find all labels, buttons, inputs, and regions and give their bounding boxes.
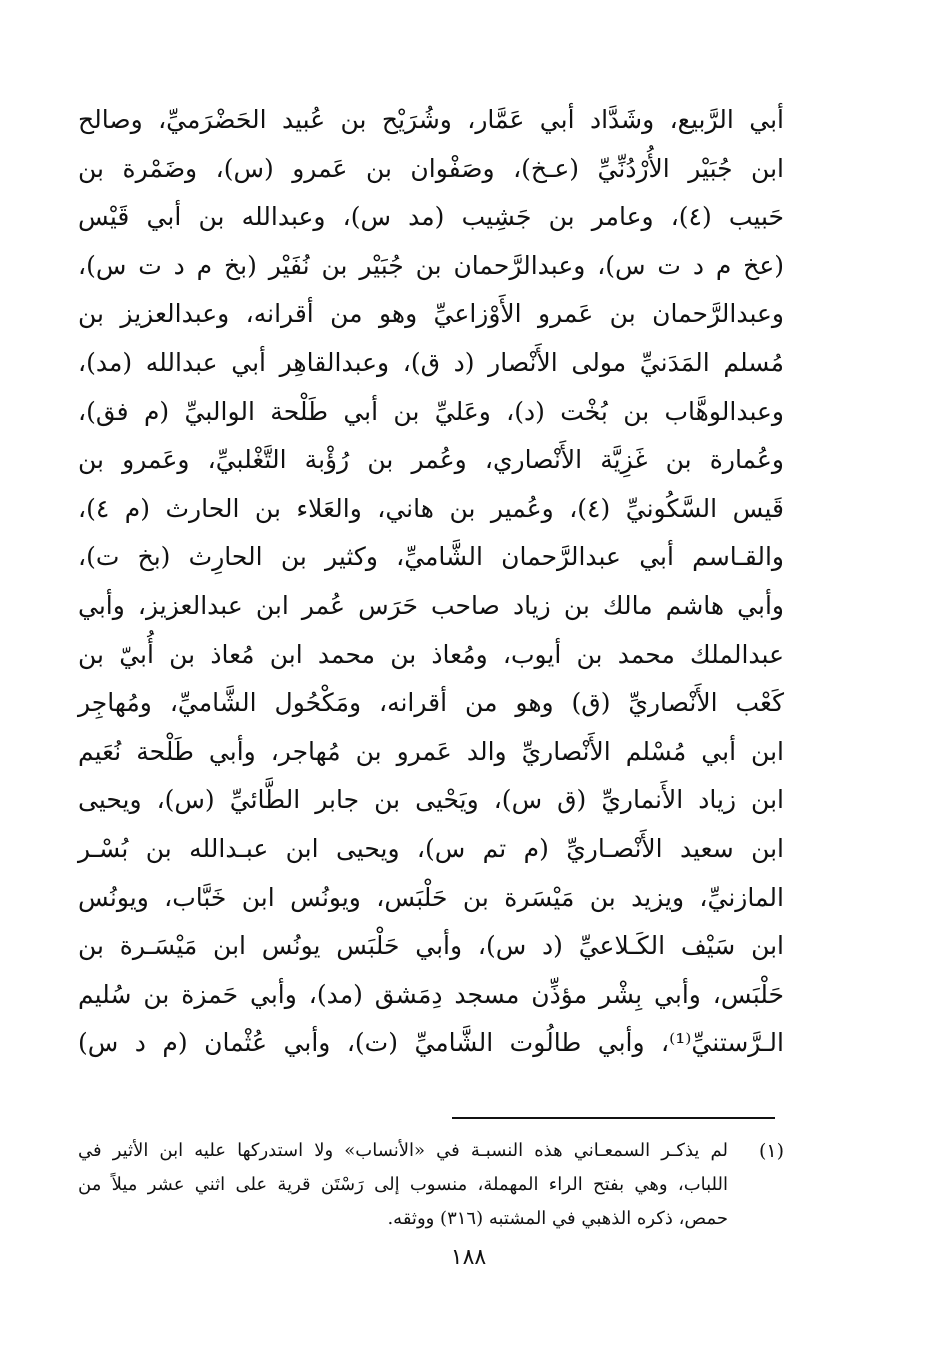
text-line: ابن جُبَيْر الأُرْدُنِّيِّ (عـخ)، وصَفْوان بن عَمرو (س)، وضَمْرة بن	[78, 153, 784, 183]
text-line: ابن أبي مُسْلم الأَنْصاريِّ والد عَمرو بن مُهاجر، وأبي طَلْحة نُعَيم	[78, 736, 784, 766]
text-line: أبي الرَّبيع، وشَدَّاد أبي عَمَّار، وشُرَيْح بن عُبيد الحَضْرَميِّ، وصالح	[78, 105, 784, 134]
footnote	[78, 1134, 784, 1236]
text-line: ابن سعيد الأَنْصـاريِّ (م تم س)، ويحيى ابن عبـدالله بن بُسْـر	[78, 833, 784, 863]
text-line: وعُمارة بن غَزِيَّة الأَنْصاري، وعُمر بن رُؤْبة التَّغْلبيِّ، وعَمرو بن	[78, 445, 784, 475]
footnote-line: اللباب، وهي بفتح الراء المهملة، منسوب إلى رَسْتَن قرية على اثني عشر ميلاً من	[78, 1174, 728, 1195]
text-line: مُسلم المَدَنيِّ مولى الأَنْصار (د ق)، وعبدالقاهِر أبي عبدالله (مد)،	[78, 347, 784, 377]
text-line: الـرَّستنيِّ⁽¹⁾، وأبي طالُوت الشَّاميِّ (ت)، وأبي عُثْمان (م د س)	[78, 1028, 784, 1058]
footnote-line: حمص، ذكره الذهبي في المشتبه (٣١٦) ووثقه.	[387, 1208, 728, 1229]
text-line: عبدالملك محمد بن أيوب، ومُعاذ بن محمد ابن مُعاذ بن أُبيّ بن	[78, 639, 784, 669]
text-line: المازنيِّ، ويزيد بن مَيْسَرة بن حَلْبَس، ويونُس ابن خَبَّاب، ويونُس	[78, 882, 784, 912]
text-line: وعبدالوهَّاب بن بُخْت (د)، وعَليِّ بن أبي طَلْحة الوالبيِّ (م فق)،	[78, 396, 784, 426]
text-line: حَبيب (٤)، وعامر بن جَشِيب (مد س)، وعبدالله بن أبي قَيْس	[78, 202, 784, 232]
text-line: (عخ م د ت س)، وعبدالرَّحمان بن جُبَيْر بن نُفَيْر (بخ م د ت س)،	[78, 250, 784, 280]
text-line: ابن زياد الأَنماريِّ (ق س)، ويَحْيى بن جابر الطَّائيِّ (س)، ويحيى	[78, 785, 784, 815]
main-text	[78, 96, 784, 1068]
text-line: حَلْبَس، وأبي بِشْر مؤذِّن مسجد دِمَشق (مد)، وأبي حَمزة بن سُليم	[78, 979, 784, 1009]
footnote-line: لم يذكـر السمعـاني هذه النسبـة في «الأنساب» ولا استدركها عليه ابن الأثير في	[78, 1140, 728, 1161]
text-line: والقـاسم أبي عبدالرَّحمان الشَّاميِّ، وكثير بن الحارِث (بخ ت)،	[78, 542, 784, 572]
page-number: ١٨٨	[450, 1245, 487, 1270]
text-line: قَيس السَّكُونيِّ (٤)، وعُمير بن هاني، والعَلاء بن الحارث (م ٤)،	[78, 493, 784, 523]
footnote-divider	[452, 1117, 775, 1119]
text-line: وعبدالرَّحمان بن عَمرو الأَوْزاعيِّ وهو من أقرانه، وعبدالعزيز بن	[78, 299, 784, 329]
footnote-marker: (١)	[758, 1140, 784, 1162]
text-line: كَعْب الأَنْصاريِّ (ق) وهو من أقرانه، ومَكْحُول الشَّاميِّ، ومُهاجِر	[78, 688, 784, 718]
text-line: وأبي هاشم مالك بن زياد صاحب حَرَس عُمر ابن عبدالعزيز، وأبي	[78, 590, 784, 620]
text-line: ابن سَيْف الكَـلاعيِّ (د س)، وأبي حَلْبَس يونُس ابن مَيْسَـرة بن	[78, 931, 784, 961]
footnote-text	[78, 1134, 728, 1236]
footnotes-section	[78, 1134, 784, 1236]
